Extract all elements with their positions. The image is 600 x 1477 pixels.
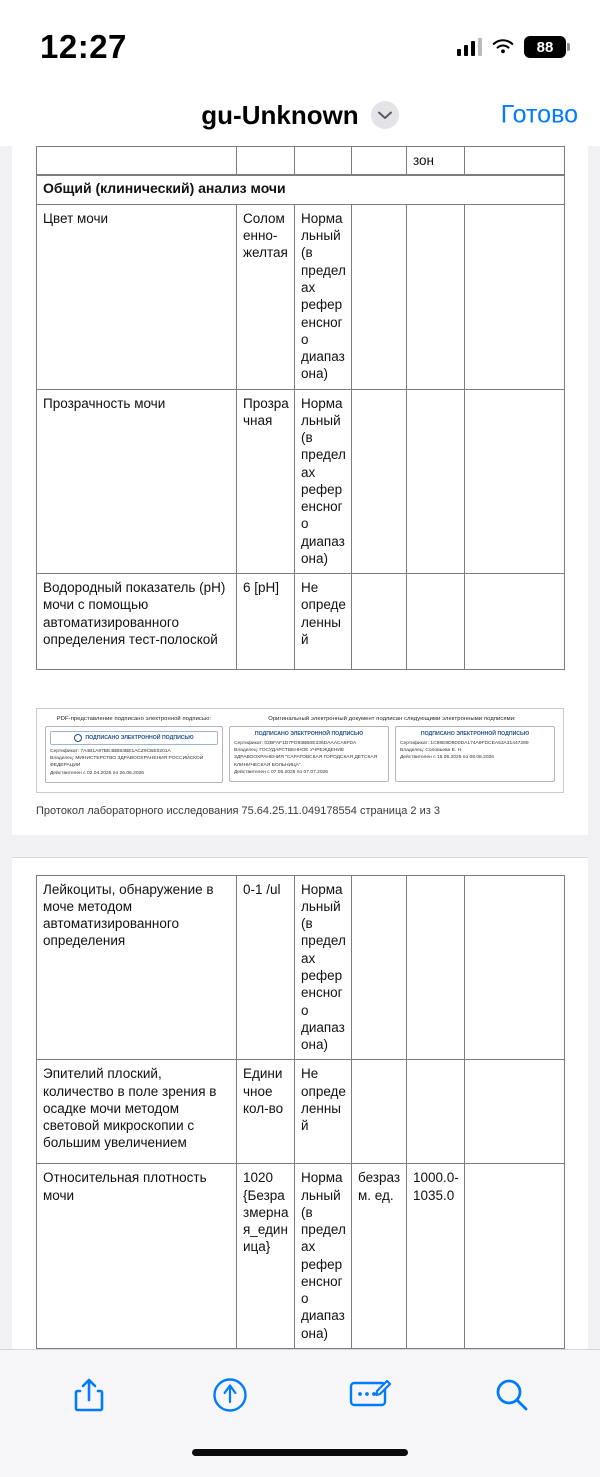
cell-range — [407, 1060, 465, 1164]
cell-result: 1020 {Безразмерная_единица} — [237, 1164, 295, 1349]
cell-comment — [465, 574, 565, 670]
cell-name: Эпителий плоский, количество в поле зрения в осадке мочи методом световой микроскопии с большим увеличением — [37, 1060, 237, 1164]
signature-line: Владелец: МИНИСТЕРСТВО ЗДРАВООХРАНЕНИЯ РОССИЙСКОЙ ФЕДЕРАЦИИ — [50, 756, 204, 769]
status-time: 12:27 — [40, 28, 127, 65]
cellular-signal-icon — [457, 38, 483, 56]
urinalysis-table-part2 — [36, 875, 565, 1349]
cell-interpretation: Не определенный — [295, 1060, 352, 1164]
cell-name: Водородный показатель (pH) мочи с помощью автоматизированного определения тест-полоской — [37, 574, 237, 670]
cell-comment — [465, 875, 565, 1060]
annotate-icon[interactable] — [343, 1367, 399, 1423]
protocol-footer: Протокол лабораторного исследования 75.64.25.11.049178554 страница 2 из 3 — [36, 804, 440, 817]
cell-name: Прозрачность мочи — [37, 389, 237, 574]
title-bar — [0, 84, 600, 146]
table-row — [37, 574, 565, 670]
markup-pen-icon[interactable] — [202, 1367, 258, 1423]
signature-line: Владелец: Соловьева Е. Н. — [400, 748, 463, 754]
signature-left-column — [45, 716, 223, 782]
page-title: gu-Unknown — [201, 99, 359, 130]
signature-left-header: PDF-представление подписано электронной подписью: — [56, 716, 212, 723]
table-row — [37, 1060, 565, 1164]
cell-result: Соломенно-желтая — [237, 204, 295, 389]
clipped-table-header — [36, 146, 564, 174]
cell-interpretation — [295, 147, 352, 176]
home-indicator[interactable] — [192, 1449, 408, 1456]
search-icon[interactable] — [484, 1367, 540, 1423]
share-icon[interactable] — [61, 1367, 117, 1423]
document-scroll-area[interactable] — [0, 146, 600, 1349]
cell-name: Относительная плотность мочи — [37, 1164, 237, 1349]
home-indicator-area — [0, 1441, 600, 1477]
signature-line: Владелец: ГОСУДАРСТВЕННОЕ УЧРЕЖДЕНИЕ ЗДРАВООХРАНЕНИЯ "САРАТОВСКАЯ ГОРОДСКАЯ ДЕТСКАЯ КЛИНИЧЕСКАЯ БОЛЬНИЦА" — [234, 748, 378, 768]
cell-range: зон — [407, 147, 465, 176]
document-page-1 — [12, 146, 588, 835]
signature-stamp-label: ПОДПИСАНО ЭЛЕКТРОННОЙ ПОДПИСЬЮ — [420, 731, 530, 738]
cell-name: Лейкоциты, обнаружение в моче методом автоматизированного определения — [37, 875, 237, 1060]
cell-name — [37, 147, 237, 176]
cell-result: 0-1 /ul — [237, 875, 295, 1060]
cell-units: безразм. ед. — [352, 1164, 407, 1349]
done-button[interactable]: Готово — [500, 100, 578, 129]
cell-comment — [465, 204, 565, 389]
table-row — [37, 204, 565, 389]
cell-units — [352, 1060, 407, 1164]
seal-icon — [74, 734, 82, 742]
table-row — [37, 1164, 565, 1349]
cell-units — [352, 574, 407, 670]
table-row — [37, 875, 565, 1060]
battery-percent-label: 88 — [536, 38, 554, 56]
cell-result: 6 [pH] — [237, 574, 295, 670]
cell-units — [352, 147, 407, 176]
cell-name: Цвет мочи — [37, 204, 237, 389]
cell-units — [352, 875, 407, 1060]
cell-range — [407, 389, 465, 574]
cell-comment — [465, 389, 565, 574]
signature-stamp-label: ПОДПИСАНО ЭЛЕКТРОННОЙ ПОДПИСЬЮ — [85, 735, 194, 742]
cell-interpretation: Нормальный (в пределах референсного диапазона) — [295, 875, 352, 1060]
urinalysis-table-part1 — [36, 174, 565, 670]
cell-interpretation: Нормальный (в пределах референсного диапазона) — [295, 1164, 352, 1349]
chevron-down-icon[interactable] — [371, 101, 399, 129]
signature-card — [45, 726, 223, 782]
cell-interpretation: Нормальный (в пределах референсного диапазона) — [295, 204, 352, 389]
status-indicators — [457, 26, 567, 58]
cell-result — [237, 147, 295, 176]
battery-icon — [524, 36, 566, 58]
signature-card — [229, 726, 389, 782]
cell-comment — [465, 1164, 565, 1349]
section-title: Общий (клинический) анализ мочи — [37, 175, 565, 205]
signature-card — [395, 726, 555, 782]
wifi-icon — [491, 38, 515, 56]
cell-range — [407, 875, 465, 1060]
bottom-toolbar — [0, 1349, 600, 1441]
signature-right-header: Оригинальный электронный документ подписан следующими электронными подписями: — [268, 716, 516, 723]
cell-units — [352, 204, 407, 389]
cell-comment — [465, 147, 565, 176]
cell-result: Единичное кол-во — [237, 1060, 295, 1164]
table-row — [37, 389, 565, 574]
signature-line: Сертификат: 7А4В1А97ВЕ4ВВ64ВЕ1АСZ9СБЕ0201А — [50, 749, 171, 755]
page-divider — [12, 857, 588, 858]
signature-line: Действителен с 07.05.2025 по 07.07.2026 — [234, 769, 328, 775]
table-section-row — [37, 175, 565, 205]
signature-stamp-icon — [50, 731, 218, 745]
signature-line: Сертификат: 1С98E8D9D0DA174A9FDCEA53A31447289 — [400, 741, 529, 747]
electronic-signature-block — [36, 708, 564, 792]
cell-interpretation: Не определенный — [295, 574, 352, 670]
cell-interpretation: Нормальный (в пределах референсного диапазона) — [295, 389, 352, 574]
signature-line: Сертификат: 02BFAF1D7FD93BB0E336DAAACA6FDA — [234, 741, 357, 747]
cell-range — [407, 574, 465, 670]
status-bar — [0, 0, 600, 84]
cell-range — [407, 204, 465, 389]
table-row — [37, 147, 565, 176]
cell-range: 1000.0-1035.0 — [407, 1164, 465, 1349]
cell-units — [352, 389, 407, 574]
document-page-2 — [12, 857, 588, 1349]
cell-comment — [465, 1060, 565, 1164]
signature-line: Действителен с 15.05.2025 по 08.08.2026 — [400, 755, 494, 761]
signature-stamp-label: ПОДПИСАНО ЭЛЕКТРОННОЙ ПОДПИСЬЮ — [254, 731, 364, 738]
signature-line: Действителен с 02.04.2025 по 26.06.2026 — [50, 770, 144, 776]
signature-right-column — [229, 716, 555, 782]
cell-result: Прозрачная — [237, 389, 295, 574]
